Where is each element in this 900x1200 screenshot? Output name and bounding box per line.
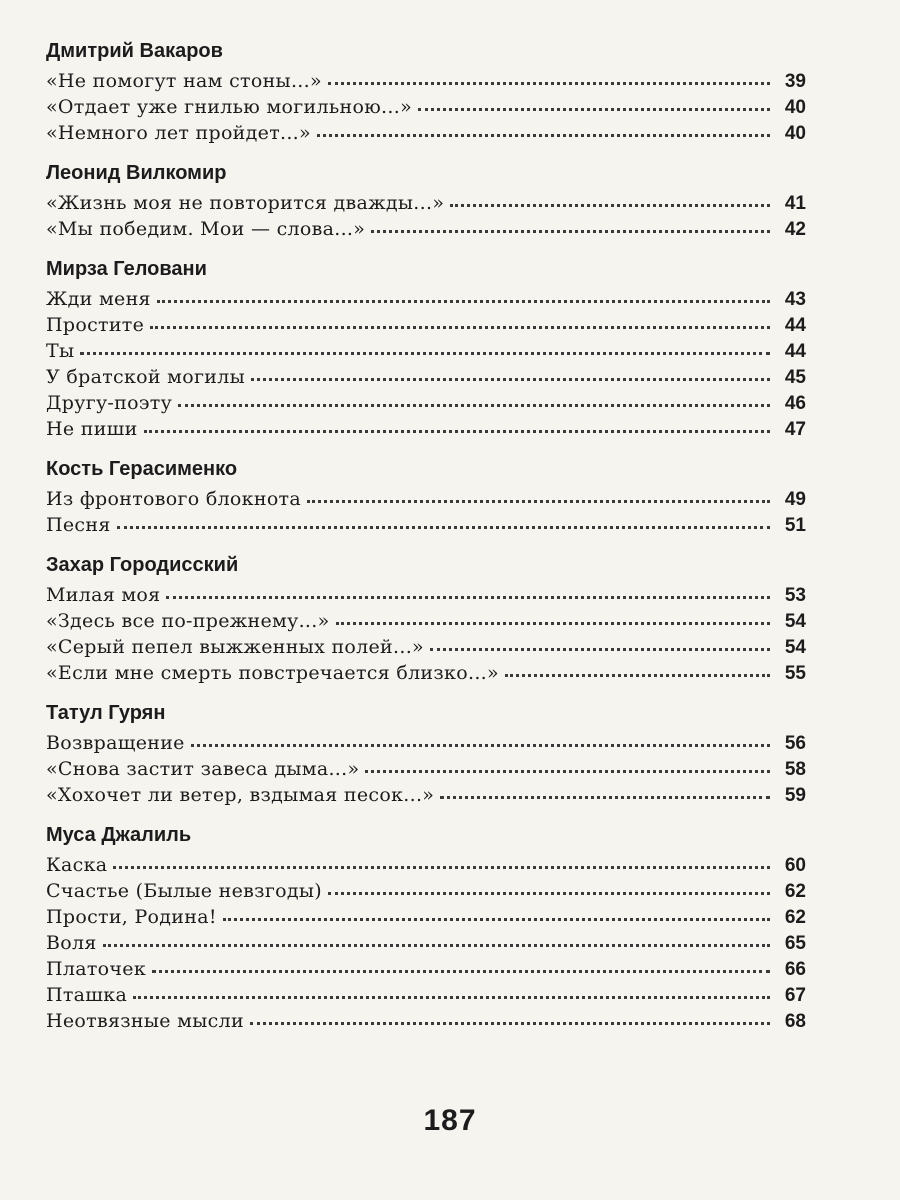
toc-entry bbox=[46, 608, 806, 634]
dot-leader bbox=[113, 865, 770, 869]
toc-entry bbox=[46, 930, 806, 956]
entry-page-number: 49 bbox=[784, 489, 806, 510]
toc-entry bbox=[46, 582, 806, 608]
dot-leader bbox=[505, 673, 770, 677]
dot-leader bbox=[144, 429, 770, 433]
toc-entry bbox=[46, 730, 806, 756]
entry-page-number: 62 bbox=[784, 907, 806, 928]
entry-title: Простите bbox=[46, 314, 145, 336]
entry-page-number: 42 bbox=[784, 219, 806, 240]
dot-leader bbox=[328, 891, 770, 895]
toc-entry bbox=[46, 956, 806, 982]
entry-title: Счастье (Былые невзгоды) bbox=[46, 880, 322, 902]
entry-title: «Если мне смерть повстречается близко...» bbox=[46, 662, 499, 684]
entry-page-number: 45 bbox=[784, 367, 806, 388]
entry-title: Неотвязные мысли bbox=[46, 1010, 244, 1032]
entry-page-number: 40 bbox=[784, 97, 806, 118]
toc-entry bbox=[46, 120, 806, 146]
toc-entry bbox=[46, 512, 806, 538]
entry-title: Ты bbox=[46, 340, 75, 362]
entry-page-number: 44 bbox=[784, 341, 806, 362]
dot-leader bbox=[317, 133, 770, 137]
dot-leader bbox=[307, 499, 770, 503]
dot-leader bbox=[178, 403, 770, 407]
entry-page-number: 59 bbox=[784, 785, 806, 806]
entry-title: «Хохочет ли ветер, вздымая песок...» bbox=[46, 784, 435, 806]
entry-page-number: 46 bbox=[784, 393, 806, 414]
entry-title: Не пиши bbox=[46, 418, 138, 440]
author-name: Муса Джалиль bbox=[46, 824, 192, 846]
toc-entry bbox=[46, 660, 806, 686]
entry-page-number: 39 bbox=[784, 71, 806, 92]
entry-page-number: 53 bbox=[784, 585, 806, 606]
toc-entry bbox=[46, 756, 806, 782]
entry-title: «Немного лет пройдет...» bbox=[46, 122, 311, 144]
dot-leader bbox=[450, 203, 770, 207]
toc-section bbox=[46, 700, 806, 808]
toc-section bbox=[46, 552, 806, 686]
dot-leader bbox=[430, 647, 770, 651]
dot-leader bbox=[133, 995, 770, 999]
page-number: 187 bbox=[423, 1104, 477, 1137]
toc-entry bbox=[46, 286, 806, 312]
author-name: Леонид Вилкомир bbox=[46, 162, 227, 184]
dot-leader bbox=[223, 917, 770, 921]
entry-title: Другу-поэту bbox=[46, 392, 173, 414]
dot-leader bbox=[440, 795, 770, 799]
dot-leader bbox=[117, 525, 770, 529]
entry-page-number: 66 bbox=[784, 959, 806, 980]
entry-title: «Не помогут нам стоны...» bbox=[46, 70, 322, 92]
toc-entry bbox=[46, 216, 806, 242]
toc-entry bbox=[46, 68, 806, 94]
entry-page-number: 67 bbox=[784, 985, 806, 1006]
toc-entry bbox=[46, 416, 806, 442]
entry-page-number: 44 bbox=[784, 315, 806, 336]
dot-leader bbox=[150, 325, 770, 329]
toc-entry bbox=[46, 312, 806, 338]
entry-page-number: 54 bbox=[784, 637, 806, 658]
entry-title: Из фронтового блокнота bbox=[46, 488, 301, 510]
toc-section bbox=[46, 822, 806, 1034]
dot-leader bbox=[365, 769, 770, 773]
dot-leader bbox=[250, 1021, 770, 1025]
entry-title: У братской могилы bbox=[46, 366, 245, 388]
entry-page-number: 43 bbox=[784, 289, 806, 310]
entry-title: Платочек bbox=[46, 958, 146, 980]
toc-entry bbox=[46, 390, 806, 416]
entry-title: Пташка bbox=[46, 984, 128, 1006]
entry-title: Каска bbox=[46, 854, 108, 876]
dot-leader bbox=[166, 595, 770, 599]
dot-leader bbox=[251, 377, 770, 381]
dot-leader bbox=[157, 299, 770, 303]
entry-title: «Серый пепел выжженных полей...» bbox=[46, 636, 424, 658]
entry-title: «Отдает уже гнилью могильною...» bbox=[46, 96, 412, 118]
dot-leader bbox=[80, 351, 770, 355]
entry-title: «Снова застит завеса дыма...» bbox=[46, 758, 360, 780]
toc-entry bbox=[46, 486, 806, 512]
dot-leader bbox=[191, 743, 770, 747]
author-name: Захар Городисский bbox=[46, 554, 239, 576]
toc-entry bbox=[46, 878, 806, 904]
author-name: Татул Гурян bbox=[46, 702, 166, 724]
toc-entry bbox=[46, 634, 806, 660]
toc-section bbox=[46, 456, 806, 538]
entry-page-number: 62 bbox=[784, 881, 806, 902]
entry-title: «Жизнь моя не повторится дважды...» bbox=[46, 192, 445, 214]
dot-leader bbox=[103, 943, 770, 947]
entry-title: Возвращение bbox=[46, 732, 185, 754]
entry-title: Жди меня bbox=[46, 288, 151, 310]
entry-page-number: 55 bbox=[784, 663, 806, 684]
toc-entry bbox=[46, 190, 806, 216]
toc-section bbox=[46, 38, 806, 146]
author-name: Кость Герасименко bbox=[46, 458, 238, 480]
entry-title: «Мы победим. Мои — слова...» bbox=[46, 218, 366, 240]
entry-page-number: 54 bbox=[784, 611, 806, 632]
toc-entry bbox=[46, 782, 806, 808]
entry-page-number: 47 bbox=[784, 419, 806, 440]
entry-page-number: 41 bbox=[784, 193, 806, 214]
table-of-contents bbox=[46, 38, 806, 1048]
toc-section bbox=[46, 256, 806, 442]
entry-title: «Здесь все по-прежнему...» bbox=[46, 610, 330, 632]
toc-entry bbox=[46, 1008, 806, 1034]
dot-leader bbox=[418, 107, 770, 111]
entry-page-number: 68 bbox=[784, 1011, 806, 1032]
toc-entry bbox=[46, 904, 806, 930]
entry-page-number: 60 bbox=[784, 855, 806, 876]
toc-entry bbox=[46, 852, 806, 878]
entry-page-number: 51 bbox=[784, 515, 806, 536]
toc-entry bbox=[46, 364, 806, 390]
dot-leader bbox=[152, 969, 770, 973]
entry-page-number: 40 bbox=[784, 123, 806, 144]
dot-leader bbox=[336, 621, 770, 625]
entry-title: Прости, Родина! bbox=[46, 906, 217, 928]
dot-leader bbox=[328, 81, 770, 85]
toc-section bbox=[46, 160, 806, 242]
entry-title: Милая моя bbox=[46, 584, 161, 606]
author-name: Дмитрий Вакаров bbox=[46, 40, 223, 62]
entry-title: Воля bbox=[46, 932, 97, 954]
author-name: Мирза Геловани bbox=[46, 258, 207, 280]
toc-entry bbox=[46, 94, 806, 120]
entry-page-number: 65 bbox=[784, 933, 806, 954]
dot-leader bbox=[371, 229, 770, 233]
entry-page-number: 58 bbox=[784, 759, 806, 780]
entry-title: Песня bbox=[46, 514, 111, 536]
entry-page-number: 56 bbox=[784, 733, 806, 754]
toc-entry bbox=[46, 338, 806, 364]
toc-entry bbox=[46, 982, 806, 1008]
